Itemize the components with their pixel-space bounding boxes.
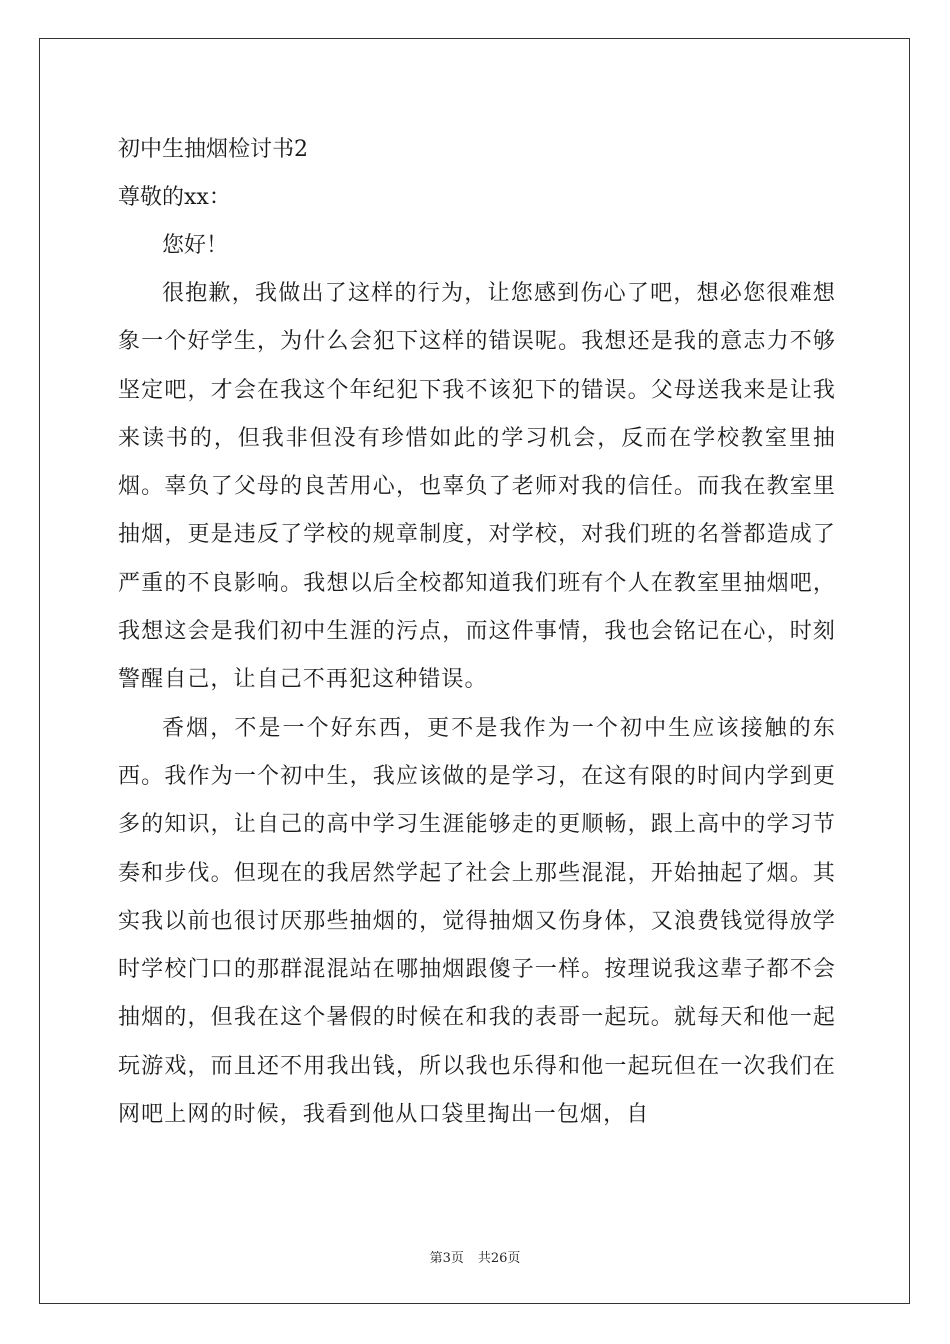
greeting: 您好！ <box>162 233 229 258</box>
paragraph-2: 香烟，不是一个好东西，更不是我作为一个初中生应该接触的东西。我作为一个初中生，我应该做的是学习，在这有限的时间内学到更多的知识，让自己的高中学习生涯能够走的更顺畅，跟上高中的学习节奏和步伐。但现在的我居然学起了社会上那些混混，开始抽起了烟。其实我以前也很讨厌那些抽烟的，觉得抽烟又伤身体，又浪费钱觉得放学时学校门口的那群混混站在哪抽烟跟傻子一样。按理说我这辈子都不会抽烟的，但我在这个暑假的时候在和我的表哥一起玩。就每天和他一起玩游戏，而且还不用我出钱，所以我也乐得和他一起玩但在一次我们在网吧上网的时候，我看到他从口袋里掏出一包烟，自 <box>118 715 836 1128</box>
total-pages: 共26页 <box>477 1251 521 1266</box>
page-number: 第3页 <box>429 1251 464 1266</box>
paragraph-1: 很抱歉，我做出了这样的行为，让您感到伤心了吧，想必您很难想象一个好学生，为什么会犯下这样的错误呢。我想还是我的意志力不够坚定吧，才会在我这个年纪犯下我不该犯下的错误。父母送我来是让我来读书的，但我非但没有珍惜如此的学习机会，反而在学校教室里抽烟。辜负了父母的良苦用心，也辜负了老师对我的信任。而我在教室里抽烟，更是违反了学校的规章制度，对学校，对我们班的名誉都造成了严重的不良影响。我想以后全校都知道我们班有个人在教室里抽烟吧，我想这会是我们初中生涯的污点，而这件事情，我也会铭记在心，时刻警醒自己，让自己不再犯这种错误。 <box>118 281 836 693</box>
page-footer <box>0 1247 950 1266</box>
salutation: 尊敬的xx： <box>118 185 231 210</box>
document-body <box>118 126 836 1139</box>
document-title: 初中生抽烟检讨书2 <box>118 137 308 162</box>
